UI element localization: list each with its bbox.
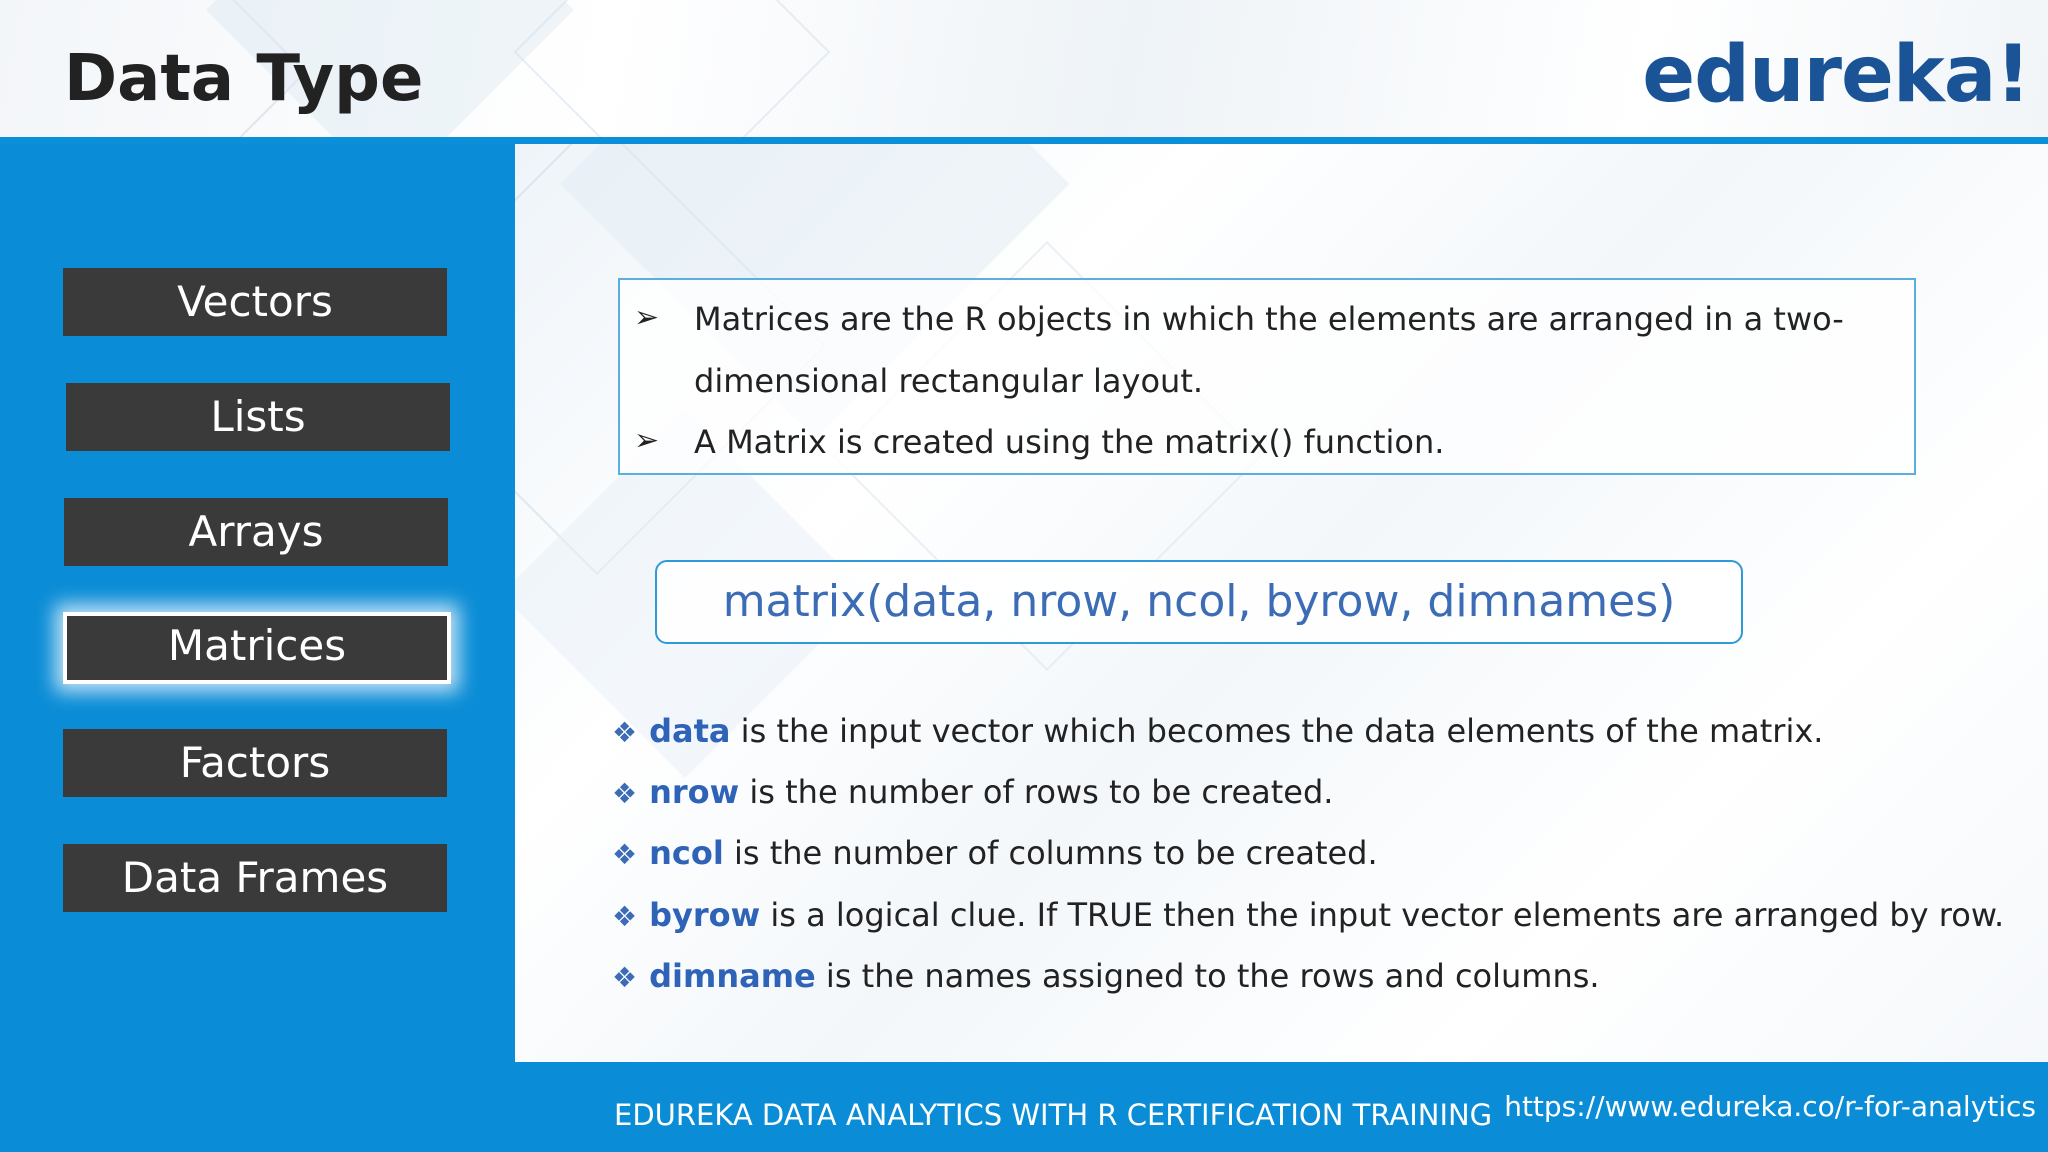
nav-button-vectors[interactable]: Vectors [63,268,447,336]
param-keyword: dimname [649,957,816,995]
param-item-nrow [612,773,1333,811]
param-description: is the names assigned to the rows and columns. [815,957,1600,995]
bullet-text: Matrices are the R objects in which the elements are arranged in a two- [694,300,1844,338]
nav-button-arrays[interactable]: Arrays [64,498,448,566]
diamond-bullet-icon: ❖ [612,716,638,749]
param-keyword: nrow [649,773,740,811]
param-keyword: ncol [649,834,724,872]
param-item-ncol [612,834,1378,872]
data-type-sidebar [0,144,515,1062]
slide-title: Data Type [64,42,424,116]
slide-footer [0,1062,2048,1152]
nav-button-matrices[interactable]: Matrices [63,612,451,684]
matrix-description-box [618,278,1916,475]
param-item-byrow [612,896,2004,934]
diamond-bullet-icon: ❖ [612,900,638,933]
param-description: is the number of rows to be created. [739,773,1334,811]
bullet-text: dimensional rectangular layout. [694,362,1204,400]
course-url[interactable]: https://www.edureka.co/r-for-analytics [1504,1090,2036,1123]
arrow-bullet-icon: ➢ [634,300,660,335]
slide-header [0,0,2048,140]
param-keyword: byrow [649,896,761,934]
header-decoration [514,0,831,140]
nav-button-factors[interactable]: Factors [63,729,447,797]
nav-button-data-frames[interactable]: Data Frames [63,844,447,912]
diamond-bullet-icon: ❖ [612,961,638,994]
header-divider [0,137,2048,144]
param-description: is the input vector which becomes the data elements of the matrix. [730,712,1824,750]
edureka-logo: edureka! [1642,30,2030,120]
param-keyword: data [649,712,731,750]
param-item-data [612,712,1823,750]
diamond-bullet-icon: ❖ [612,777,638,810]
diamond-bullet-icon: ❖ [612,838,638,871]
matrix-function-signature: matrix(data, nrow, ncol, byrow, dimnames) [655,560,1743,644]
param-description: is a logical clue. If TRUE then the input vector elements are arranged by row. [760,896,2005,934]
param-description: is the number of columns to be created. [723,834,1378,872]
param-item-dimname [612,957,1600,995]
bullet-text: A Matrix is created using the matrix() function. [694,423,1445,461]
course-title: EDUREKA DATA ANALYTICS WITH R CERTIFICATION TRAINING [614,1098,1493,1132]
nav-button-lists[interactable]: Lists [66,383,450,451]
arrow-bullet-icon: ➢ [634,423,660,458]
